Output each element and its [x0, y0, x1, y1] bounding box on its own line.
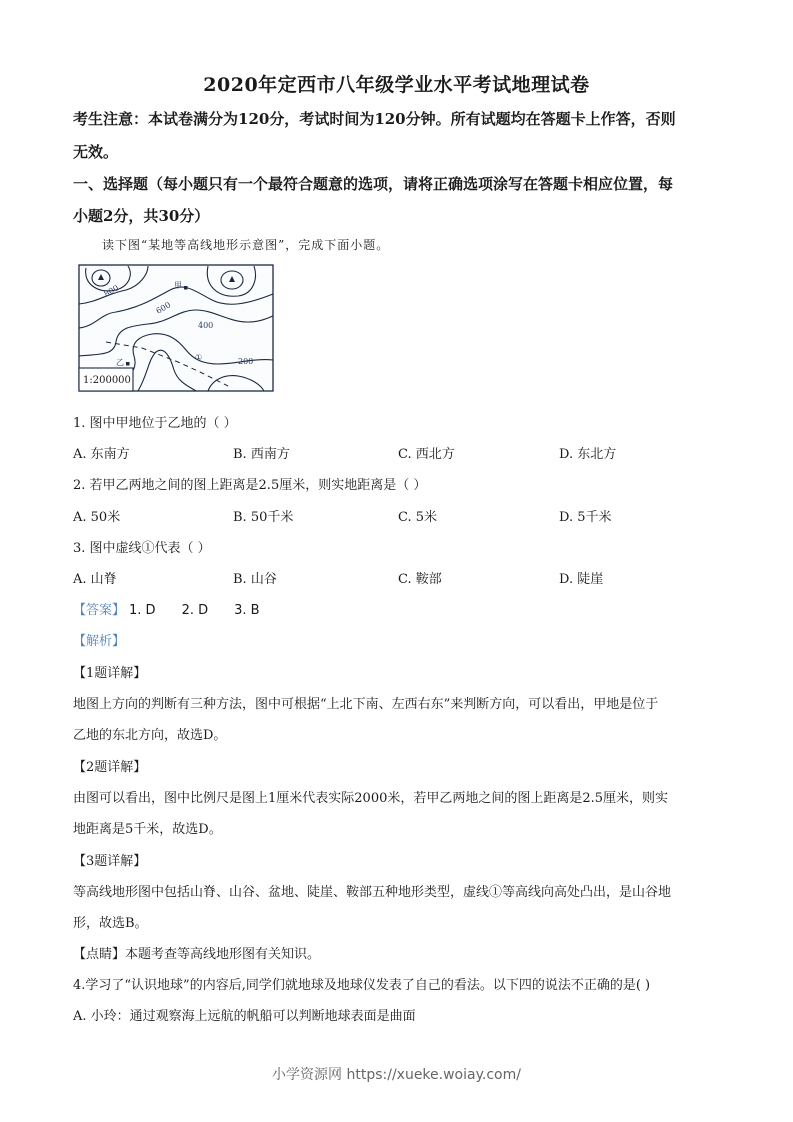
q1-option-c[interactable]: C. 西北方: [398, 447, 455, 462]
q2-detail-heading: 【2题详解】: [73, 760, 147, 775]
contour-label-200: 200: [238, 357, 254, 366]
q1-detail-heading: 【1题详解】: [73, 666, 147, 681]
answer-1: 1. D: [129, 603, 156, 618]
question-2-stem: 2. 若甲乙两地之间的图上距离是2.5厘米，则实地距离是（ ）: [73, 478, 427, 493]
section-heading-line-2: 小题2分，共30分）: [73, 207, 210, 225]
map-label-yi: 乙: [116, 358, 124, 367]
analysis-label: 【解析】: [73, 634, 126, 649]
map-scale: 1:200000: [83, 375, 131, 386]
answer-3: 3. B: [234, 603, 260, 618]
q2-detail-line-1: 由图可以看出，图中比例尺是图上1厘米代表实际2000米，若甲乙两地之间的图上距离是2.5厘米，则实: [73, 791, 669, 806]
q3-option-d[interactable]: D. 陡崖: [559, 572, 604, 587]
notice-line-2: 无效。: [73, 143, 119, 161]
question-1-stem: 1. 图中甲地位于乙地的（ ）: [73, 416, 237, 431]
q3-detail-heading: 【3题详解】: [73, 854, 147, 869]
q2-detail-line-2: 地距离是5千米，故选D。: [73, 822, 222, 837]
q4-option-a[interactable]: A. 小玲：通过观察海上远航的帆船可以判断地球表面是曲面: [73, 1009, 416, 1024]
contour-label-600: 600: [154, 300, 173, 316]
tip-line: 【点睛】本题考查等高线地形图有关知识。: [73, 947, 321, 962]
q3-detail-line-1: 等高线地形图中包括山脊、山谷、盆地、陡崖、鞍部五种地形类型，虚线①等高线向高处凸出，是山谷地: [73, 885, 672, 900]
answer-label: 【答案】: [73, 603, 126, 618]
q2-option-c[interactable]: C. 5米: [398, 510, 438, 525]
section-heading-line-1: 一、选择题（每小题只有一个最符合题意的选项，请将正确选项涂写在答题卡相应位置，每: [73, 175, 674, 193]
contour-map: [78, 264, 274, 392]
map-label-jia: 甲: [174, 281, 182, 290]
q2-option-b[interactable]: B. 50千米: [233, 510, 294, 525]
answer-2: 2. D: [181, 603, 209, 618]
question-4-stem: 4.学习了“认识地球”的内容后,同学们就地球及地球仪发表了自己的看法。以下四的说法不正确的是( ): [73, 978, 651, 993]
q2-option-a[interactable]: A. 50米: [73, 510, 121, 525]
contour-label-800: 800: [102, 283, 121, 299]
q1-detail-line-1: 地图上方向的判断有三种方法，图中可根据“上北下南、左西右东”来判断方向，可以看出，甲地是位于: [73, 697, 659, 712]
page-title: 2020年定西市八年级学业水平考试地理试卷: [203, 74, 590, 96]
question-3-stem: 3. 图中虚线①代表（ ）: [73, 541, 211, 556]
q1-option-d[interactable]: D. 东北方: [559, 447, 617, 462]
q3-option-a[interactable]: A. 山脊: [73, 572, 117, 587]
q1-option-a[interactable]: A. 东南方: [73, 447, 130, 462]
q2-option-d[interactable]: D. 5千米: [559, 510, 612, 525]
q1-detail-line-2: 乙地的东北方向，故选D。: [73, 728, 227, 743]
q3-option-c[interactable]: C. 鞍部: [398, 572, 442, 587]
question-intro: 读下图“某地等高线地形示意图”，完成下面小题。: [102, 238, 390, 252]
contour-label-400: 400: [198, 321, 214, 330]
answer-block: [73, 599, 260, 618]
notice-line-1: 考生注意：本试卷满分为120分，考试时间为120分钟。所有试题均在答题卡上作答，否则: [73, 110, 676, 128]
q3-option-b[interactable]: B. 山谷: [233, 572, 277, 587]
q3-detail-line-2: 形，故选B。: [73, 916, 148, 931]
footer-watermark: 小学资源网 https://xueke.woiay.com/: [272, 1067, 521, 1083]
q1-option-b[interactable]: B. 西南方: [233, 447, 290, 462]
valley-marker-label: ①: [195, 353, 203, 362]
